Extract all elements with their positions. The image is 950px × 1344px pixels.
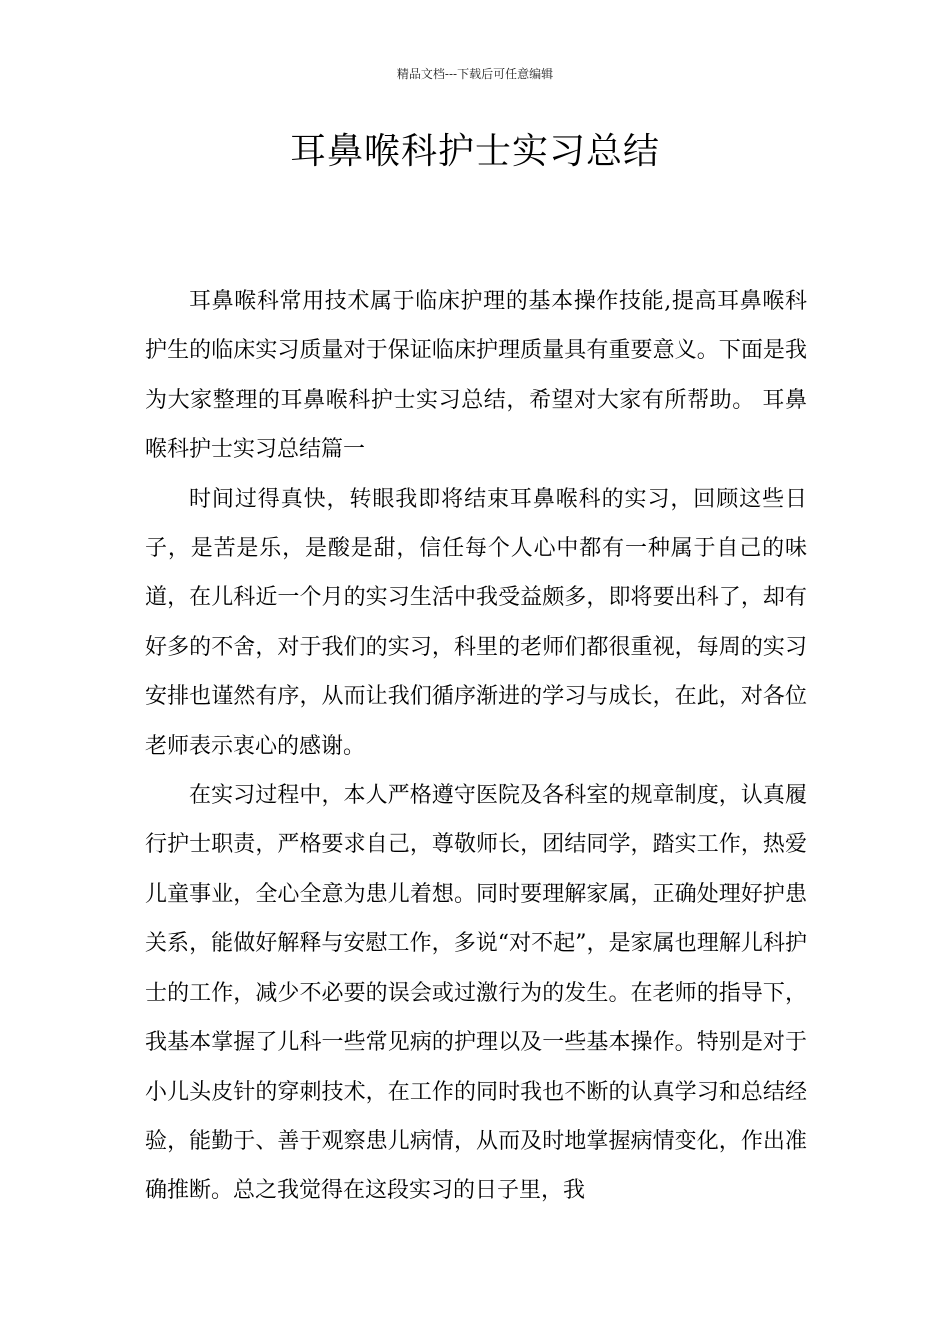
header-note: 精品文档---下载后可任意编辑	[396, 67, 554, 81]
document-title: 耳鼻喉科护士实习总结	[289, 131, 660, 172]
paragraph-practice: 在实习过程中，本人严格遵守医院及各科室的规章制度，认真履行护士职责，严格要求自己，尊敬师长，团结同学，踏实工作，热爱儿童事业，全心全意为患儿着想。同时要理解家属，正确处理好护患关系，能做好解释与安慰工作，多说“对不起”，是家属也理解儿科护士的工作，减少不必要的误会或过激行为的发生。在老师的指导下，我基本掌握了儿科一些常见病的护理以及一些基本操作。特别是对于小儿头皮针的穿刺技术，在工作的同时我也不断的认真学习和总结经验，能勤于、善于观察患儿病情，从而及时地掌握病情变化，作出准确推断。总之我觉得在这段实习的日子里，我	[145, 783, 807, 1204]
document-body	[145, 277, 807, 1216]
paragraph-reflection: 时间过得真快，转眼我即将结束耳鼻喉科的实习，回顾这些日子，是苦是乐，是酸是甜，信任每个人心中都有一种属于自己的味道，在儿科近一个月的实习生活中我受益颇多，即将要出科了，却有好多的不舍，对于我们的实习，科里的老师们都很重视，每周的实习安排也谨然有序，从而让我们循序渐进的学习与成长，在此，对各位老师表示衷心的感谢。	[145, 486, 807, 759]
paragraph-intro: 耳鼻喉科常用技术属于临床护理的基本操作技能,提高耳鼻喉科护生的临床实习质量对于保证临床护理质量具有重要意义。下面是我为大家整理的耳鼻喉科护士实习总结，希望对大家有所帮助。 耳鼻喉科护士实习总结篇一	[145, 289, 807, 463]
